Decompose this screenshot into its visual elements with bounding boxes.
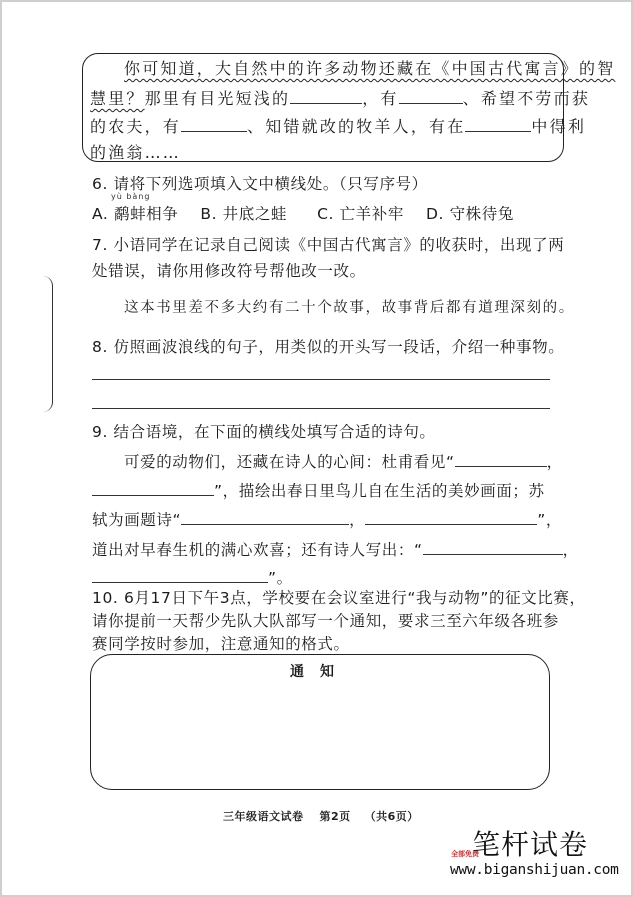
- intro-line-1: [124, 56, 615, 79]
- watermark-badge: 全部免费: [451, 850, 479, 858]
- q6-prompt: 6. 请将下列选项填入文中横线处。（只写序号）: [92, 175, 428, 193]
- watermark-title: 笔杆试卷: [472, 828, 589, 861]
- intro-line-4: 的渔翁……: [90, 143, 182, 162]
- q6-options: [92, 202, 514, 224]
- page-total: （共6页）: [364, 810, 419, 823]
- q10-line-3: 赛同学按时参加，注意通知的格式。: [92, 635, 350, 653]
- poem-blank-3[interactable]: [181, 510, 349, 525]
- notice-writing-box[interactable]: [90, 654, 550, 790]
- poem-blank-4[interactable]: [365, 510, 537, 525]
- q9-line-5: ”。: [92, 566, 293, 588]
- q9-line-3: 轼为画题诗“ ， ”，: [92, 511, 562, 529]
- q7-prompt-line1: 7. 小语同学在记录自己阅读《中国古代寓言》的收获时，出现了两: [92, 236, 565, 254]
- poem-blank-5[interactable]: [423, 540, 563, 555]
- q8-prompt: 8. 仿照画波浪线的句子，用类似的开头写一段话，介绍一种事物。: [92, 338, 565, 356]
- wavy-underlined-sentence: 你可知道，大自然中的许多动物还藏在《中国古代寓言》的智: [124, 59, 616, 78]
- q8-answer-line-1[interactable]: [92, 379, 550, 380]
- blank-3[interactable]: [181, 117, 247, 132]
- blank-1[interactable]: [290, 89, 362, 104]
- poem-blank-6[interactable]: [92, 568, 268, 583]
- poem-blank-1[interactable]: [455, 452, 547, 467]
- blank-4[interactable]: [465, 117, 531, 132]
- pinyin-annotation: yù bàng: [111, 192, 151, 201]
- page-number: 第2页: [319, 810, 351, 823]
- exam-name: 三年级语文试卷: [223, 810, 304, 823]
- q10-line-1: 10. 6月17日下午3点，学校要在会议室进行“我与动物”的征文比赛，: [92, 589, 586, 607]
- q8-answer-line-2[interactable]: [92, 408, 550, 409]
- margin-bracket: [40, 276, 53, 412]
- q9-prompt: 9. 结合语境，在下面的横线处填写合适的诗句。: [92, 423, 436, 441]
- option-a: A. 鹬蚌相争: [92, 205, 179, 223]
- page-footer: [223, 808, 419, 824]
- q10-line-2: 请你提前一天帮少先队大队部写一个通知，要求三至六年级各班参: [92, 612, 559, 630]
- intro-line-3: 的农夫，有 、知错就改的牧羊人，有在 中得利: [90, 117, 587, 136]
- q9-line-2: ”，描绘出春日里鸟儿自在生活的美妙画面；苏: [92, 479, 545, 501]
- option-d: D. 守株待兔: [425, 205, 514, 223]
- wavy-underlined-end: 慧里？: [90, 89, 145, 108]
- q9-line-4: 道出对早春生机的满心欢喜；还有诗人写出：“ ，: [92, 541, 579, 559]
- intro-line-2: 慧里？那里有目光短浅的 ，有 、希望不劳而获: [90, 89, 591, 108]
- q9-line-1: 可爱的动物们，还藏在诗人的心间：杜甫看见“ ，: [124, 453, 563, 471]
- blank-2[interactable]: [399, 89, 463, 104]
- q7-prompt-line2: 处错误，请你用修改符号帮他改一改。: [92, 262, 366, 280]
- option-b: B. 井底之蛙: [200, 205, 288, 223]
- notice-title: 通知: [290, 664, 350, 680]
- watermark-url: www.biganshijuan.com: [450, 862, 619, 878]
- poem-blank-2[interactable]: [92, 481, 214, 496]
- q7-sentence: 这本书里差不多大约有二十个故事，故事背后都有道理深刻的。: [124, 300, 575, 316]
- option-c: C. 亡羊补牢: [317, 205, 404, 223]
